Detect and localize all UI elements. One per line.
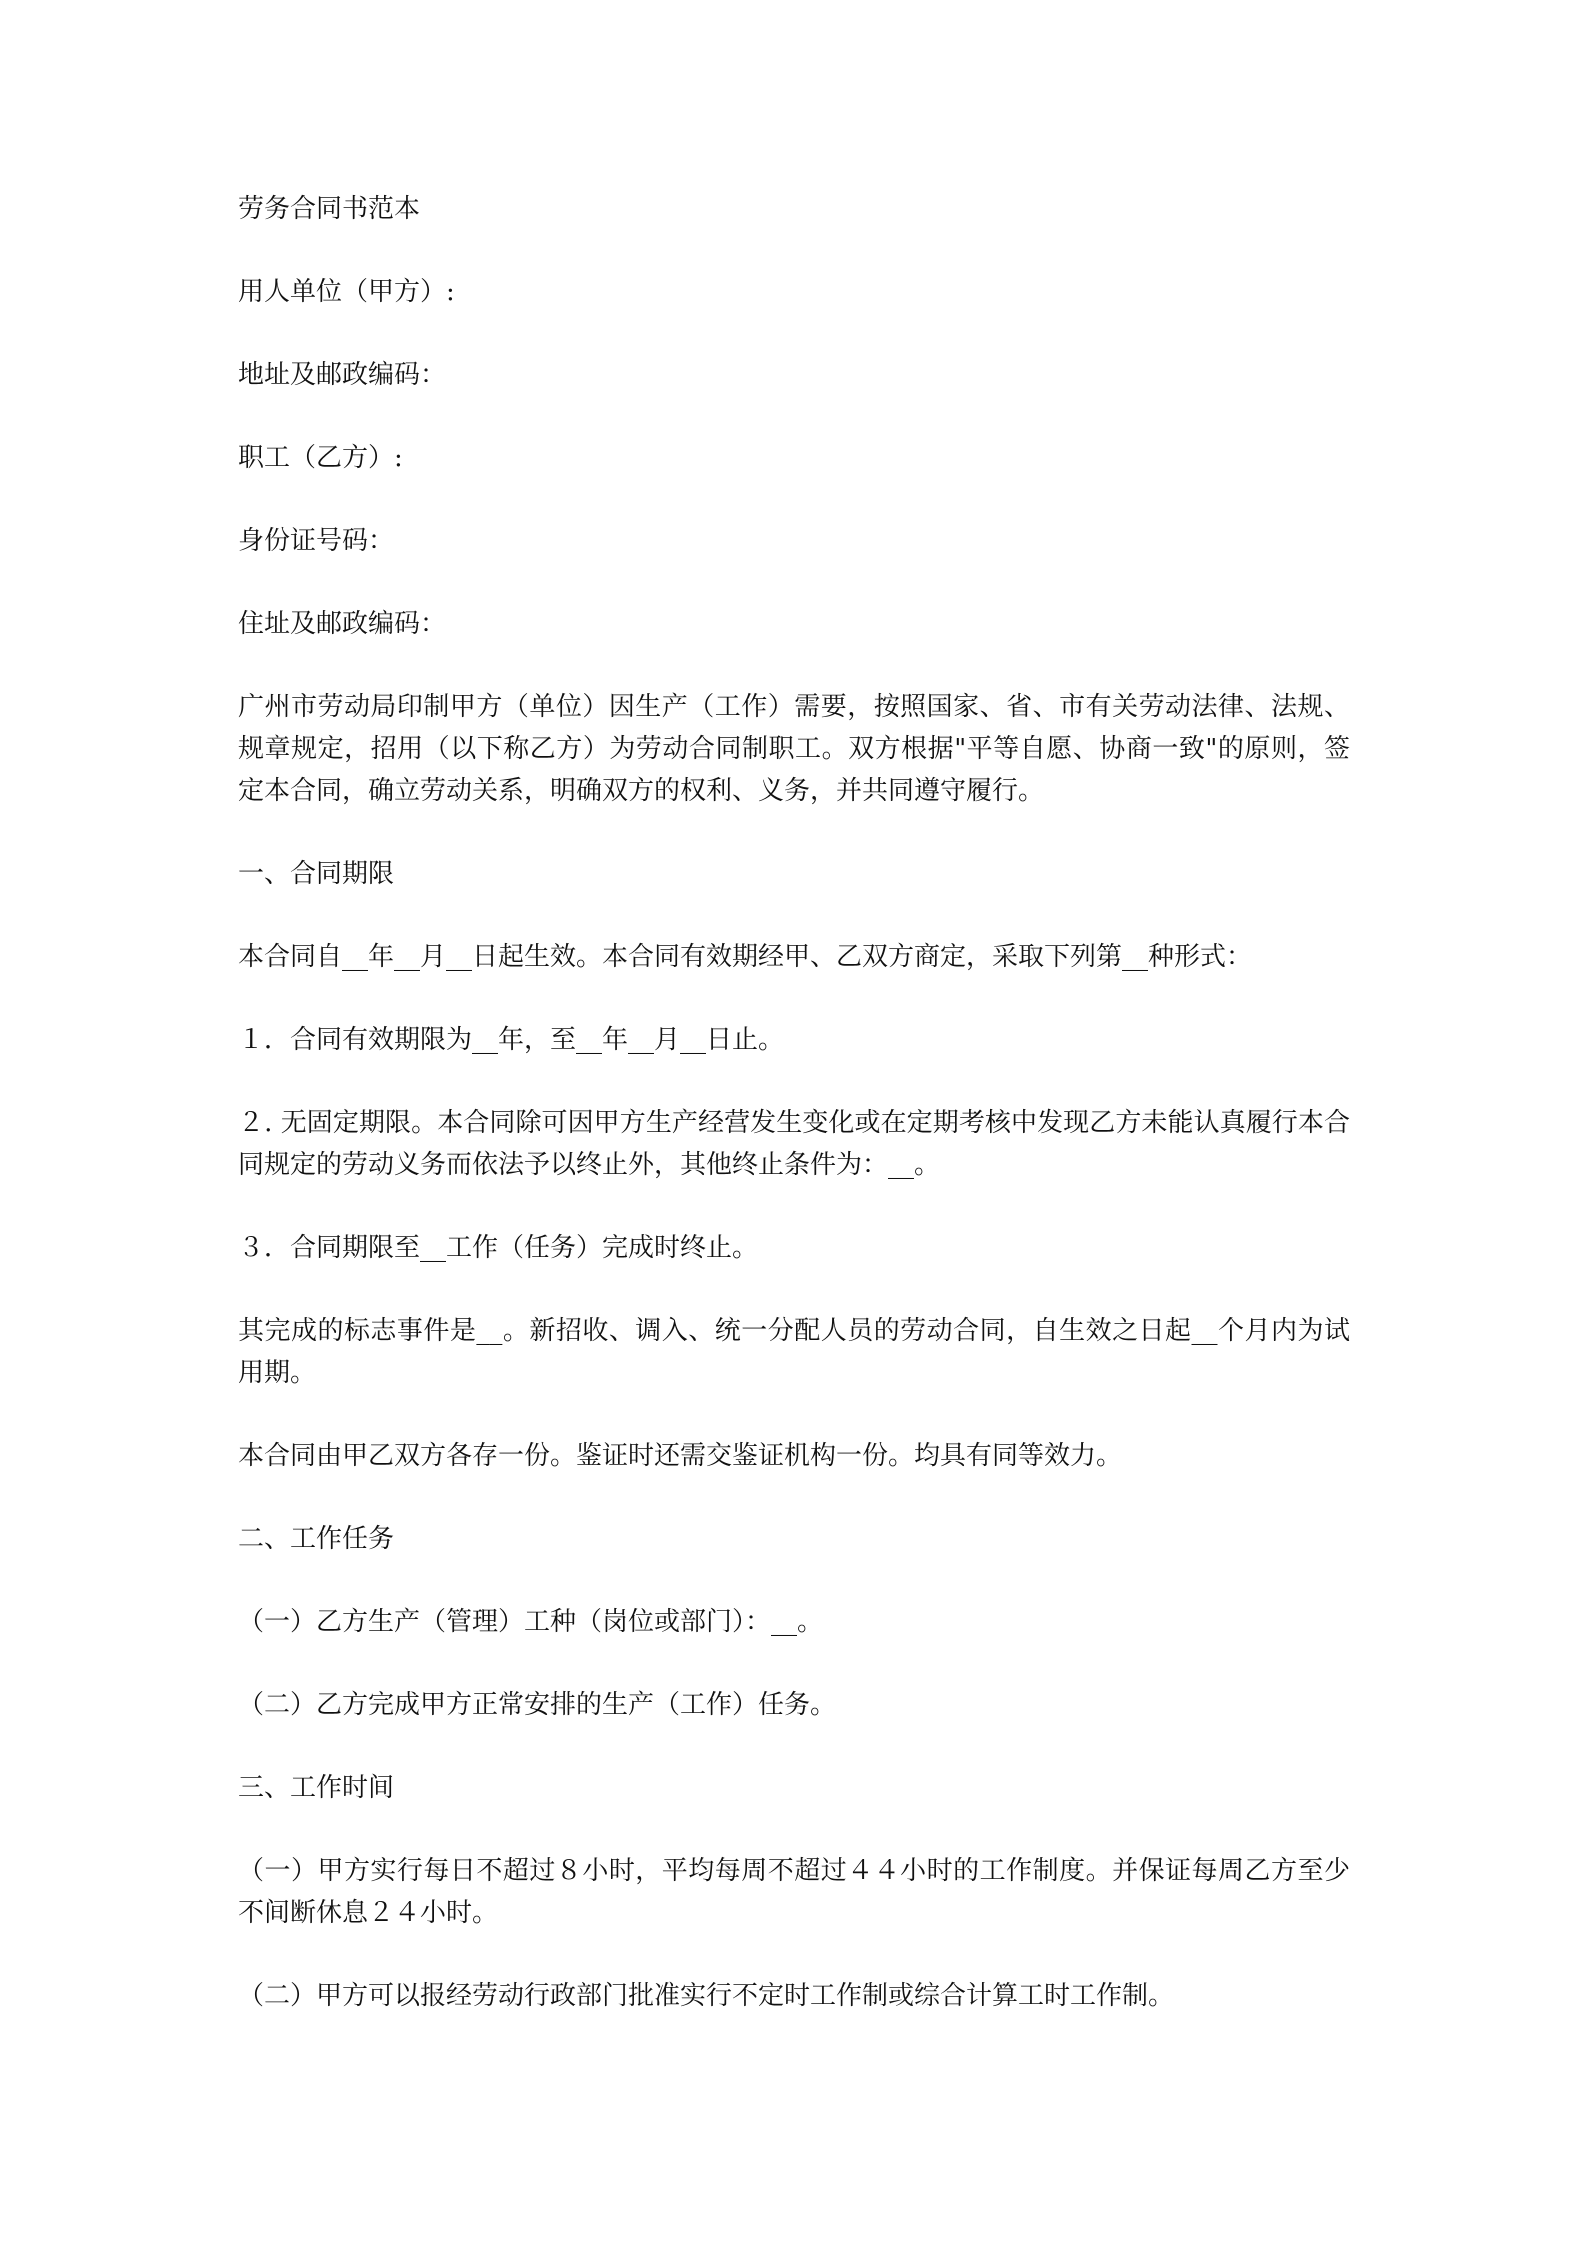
paragraph-effective-date: 本合同自__年__月__日起生效。本合同有效期经甲、乙双方商定，采取下列第__种形式： bbox=[238, 942, 1253, 972]
document-body bbox=[238, 188, 1350, 2058]
paragraph-open-term: ２. 无固定期限。本合同除可因甲方生产经营发生变化或在定期考核中发现乙方未能认真履行本合同规定的劳动义务而依法予以终止外，其他终止条件为：__。 bbox=[238, 1108, 1350, 1180]
paragraph-hours-limit: （一）甲方实行每日不超过８小时，平均每周不超过４４小时的工作制度。并保证每周乙方至少不间断休息２４小时。 bbox=[238, 1856, 1350, 1928]
document-title: 劳务合同书范本 bbox=[238, 194, 421, 224]
field-employee-address: 住址及邮政编码： bbox=[238, 609, 447, 639]
paragraph-preamble: 广州市劳动局印制甲方（单位）因生产（工作）需要，按照国家、省、市有关劳动法律、法规、规章规定，招用（以下称乙方）为劳动合同制职工。双方根据"平等自愿、协商一致"的原则，签定本合同，确立劳动关系，明确双方的权利、义务，并共同遵守履行。 bbox=[238, 692, 1350, 806]
field-employer: 用人单位（甲方）: bbox=[238, 277, 455, 307]
paragraph-fixed-term: １．合同有效期限为__年，至__年__月__日止。 bbox=[238, 1025, 785, 1055]
paragraph-flexible-hours: （二）甲方可以报经劳动行政部门批准实行不定时工作制或综合计算工时工作制。 bbox=[238, 1981, 1175, 2011]
field-employer-address: 地址及邮政编码： bbox=[238, 360, 447, 390]
paragraph-task-completion: （二）乙方完成甲方正常安排的生产（工作）任务。 bbox=[238, 1690, 837, 1720]
paragraph-job-type: （一）乙方生产（管理）工种（岗位或部门）：__。 bbox=[238, 1607, 824, 1637]
paragraph-completion-probation: 其完成的标志事件是__。新招收、调入、统一分配人员的劳动合同，自生效之日起__个月内为试用期。 bbox=[238, 1316, 1350, 1388]
section-heading-tasks: 二、工作任务 bbox=[238, 1524, 395, 1554]
paragraph-task-term: ３．合同期限至__工作（任务）完成时终止。 bbox=[238, 1233, 759, 1263]
section-heading-hours: 三、工作时间 bbox=[238, 1773, 395, 1803]
paragraph-copies: 本合同由甲乙双方各存一份。鉴证时还需交鉴证机构一份。均具有同等效力。 bbox=[238, 1441, 1123, 1471]
section-heading-term: 一、合同期限 bbox=[238, 859, 395, 889]
field-employee: 职工（乙方）: bbox=[238, 443, 403, 473]
field-id-number: 身份证号码： bbox=[238, 526, 395, 556]
